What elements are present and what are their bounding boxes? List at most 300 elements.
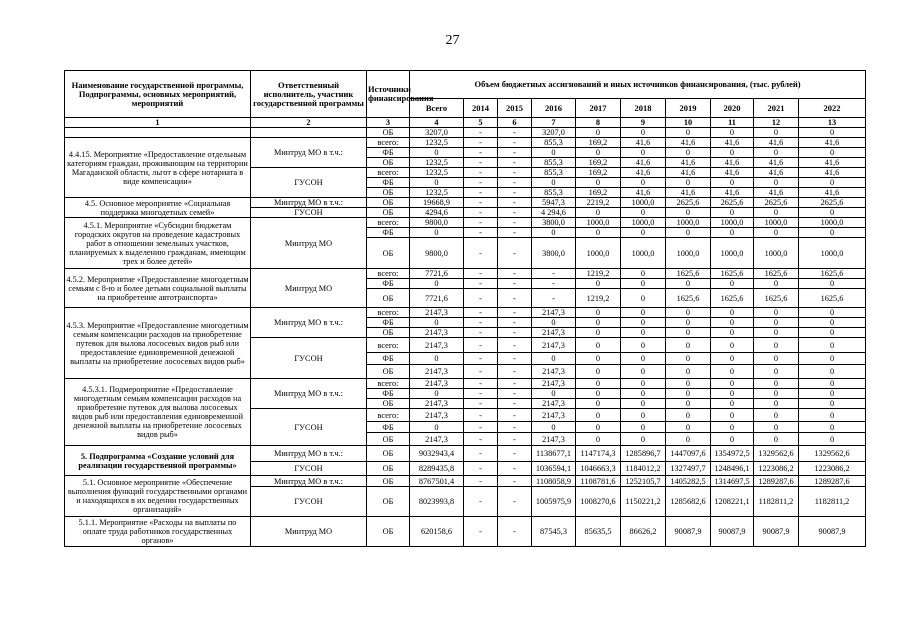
value-cell: - <box>464 379 498 389</box>
value-cell: 0 <box>799 178 866 188</box>
value-cell: 0 <box>754 318 799 328</box>
value-cell: 0 <box>666 208 711 218</box>
value-cell: - <box>464 198 498 208</box>
column-number: 10 <box>666 118 711 128</box>
row-responsible-cell: ГУСОН <box>251 338 367 379</box>
value-cell: 9032943,4 <box>410 446 464 462</box>
row-responsible-cell: Минтруд МО в т.ч.: <box>251 379 367 409</box>
header-year: 2014 <box>464 99 498 118</box>
value-cell: 1182811,2 <box>754 487 799 517</box>
value-cell: 9800,0 <box>410 218 464 228</box>
value-cell: 1208221,1 <box>711 487 754 517</box>
value-cell: 0 <box>711 409 754 422</box>
value-cell: 2147,3 <box>410 379 464 389</box>
value-cell: 0 <box>666 228 711 238</box>
value-cell: 0 <box>621 308 666 318</box>
value-cell: 0 <box>754 409 799 422</box>
value-cell: 2625,6 <box>754 198 799 208</box>
value-cell: - <box>498 318 532 328</box>
row-source-cell: ОБ <box>367 446 410 462</box>
value-cell: 0 <box>754 399 799 409</box>
value-cell: 0 <box>576 379 621 389</box>
value-cell: - <box>498 178 532 188</box>
value-cell: 8767501,4 <box>410 476 464 487</box>
row-name-cell: 5.1.1. Мероприятие «Расходы на выплаты по оплате труда работников государственных органов» <box>65 517 251 547</box>
value-cell: 41,6 <box>711 158 754 168</box>
value-cell: 1108058,9 <box>532 476 576 487</box>
value-cell: - <box>498 338 532 353</box>
value-cell: 0 <box>754 178 799 188</box>
value-cell: - <box>464 128 498 138</box>
value-cell: - <box>498 308 532 318</box>
value-cell: 0 <box>576 128 621 138</box>
value-cell: 41,6 <box>711 138 754 148</box>
value-cell: - <box>464 279 498 289</box>
row-responsible-cell: ГУСОН <box>251 208 367 218</box>
table-row <box>65 379 866 389</box>
value-cell: - <box>464 399 498 409</box>
value-cell: 19668,9 <box>410 198 464 208</box>
header-year: 2017 <box>576 99 621 118</box>
column-number: 13 <box>799 118 866 128</box>
value-cell: 1289287,6 <box>799 476 866 487</box>
value-cell: 1223086,2 <box>754 462 799 476</box>
value-cell: 0 <box>799 328 866 338</box>
value-cell: 41,6 <box>754 138 799 148</box>
value-cell: 2147,3 <box>410 399 464 409</box>
value-cell: 2147,3 <box>410 365 464 379</box>
value-cell: - <box>498 279 532 289</box>
row-responsible-cell: Минтруд МО в т.ч.: <box>251 476 367 487</box>
value-cell: 41,6 <box>799 188 866 198</box>
table-row <box>65 198 866 208</box>
value-cell: 2147,3 <box>532 433 576 446</box>
value-cell: 1248496,1 <box>711 462 754 476</box>
value-cell: 1000,0 <box>576 238 621 269</box>
value-cell: - <box>464 487 498 517</box>
value-cell: 1000,0 <box>711 238 754 269</box>
value-cell: 0 <box>532 318 576 328</box>
value-cell: 0 <box>754 379 799 389</box>
value-cell: 0 <box>532 148 576 158</box>
value-cell: 0 <box>621 328 666 338</box>
value-cell: 0 <box>621 318 666 328</box>
value-cell: 2625,6 <box>799 198 866 208</box>
row-name-cell: 5. Подпрограмма «Создание условий для реализации государственной программы» <box>65 446 251 476</box>
value-cell: - <box>464 308 498 318</box>
value-cell: - <box>464 218 498 228</box>
value-cell: 0 <box>711 318 754 328</box>
value-cell: 0 <box>799 208 866 218</box>
value-cell: 0 <box>576 279 621 289</box>
value-cell: 0 <box>754 128 799 138</box>
value-cell: 0 <box>666 148 711 158</box>
value-cell: 0 <box>576 208 621 218</box>
value-cell: 0 <box>711 328 754 338</box>
value-cell: 1625,6 <box>799 289 866 308</box>
header-name: Наименование государственной программы, Подпрограммы, основных мероприятий, мероприятий <box>65 71 251 118</box>
value-cell: - <box>498 446 532 462</box>
value-cell: 0 <box>754 353 799 365</box>
header-volume: Объем бюджетных ассигнований и иных источников финансирования, (тыс. рублей) <box>410 71 866 99</box>
value-cell: 0 <box>754 389 799 399</box>
value-cell: 0 <box>799 128 866 138</box>
row-responsible-cell: Минтруд МО в т.ч.: <box>251 446 367 462</box>
value-cell: 0 <box>799 338 866 353</box>
row-source-cell: ФБ <box>367 178 410 188</box>
value-cell: 41,6 <box>666 168 711 178</box>
value-cell: 1285896,7 <box>621 446 666 462</box>
value-cell: 855,3 <box>532 188 576 198</box>
header-year: 2020 <box>711 99 754 118</box>
value-cell: 41,6 <box>621 138 666 148</box>
value-cell: 2147,3 <box>532 399 576 409</box>
value-cell: 41,6 <box>799 138 866 148</box>
value-cell: 2147,3 <box>410 338 464 353</box>
value-cell: 0 <box>410 279 464 289</box>
row-source-cell: ОБ <box>367 158 410 168</box>
value-cell: 0 <box>532 178 576 188</box>
value-cell: 1000,0 <box>754 218 799 228</box>
value-cell: 41,6 <box>799 168 866 178</box>
value-cell: 2147,3 <box>532 328 576 338</box>
value-cell: 1405282,5 <box>666 476 711 487</box>
value-cell: - <box>498 389 532 399</box>
value-cell: 1252105,7 <box>621 476 666 487</box>
value-cell: - <box>464 289 498 308</box>
value-cell: - <box>464 338 498 353</box>
value-cell: - <box>498 208 532 218</box>
value-cell: 0 <box>711 433 754 446</box>
value-cell: 0 <box>711 208 754 218</box>
value-cell: 0 <box>754 365 799 379</box>
value-cell: 0 <box>532 353 576 365</box>
value-cell: 0 <box>799 308 866 318</box>
column-number: 2 <box>251 118 367 128</box>
value-cell: 855,3 <box>532 168 576 178</box>
value-cell: 1223086,2 <box>799 462 866 476</box>
row-source-cell: всего: <box>367 138 410 148</box>
value-cell: 87545,3 <box>532 517 576 547</box>
value-cell: 169,2 <box>576 158 621 168</box>
column-number: 5 <box>464 118 498 128</box>
value-cell: 0 <box>621 228 666 238</box>
value-cell: 0 <box>576 389 621 399</box>
value-cell: - <box>498 487 532 517</box>
value-cell: 620158,6 <box>410 517 464 547</box>
column-number: 6 <box>498 118 532 128</box>
header-year: 2019 <box>666 99 711 118</box>
value-cell: - <box>532 279 576 289</box>
value-cell: 0 <box>621 433 666 446</box>
value-cell: 0 <box>754 338 799 353</box>
value-cell: 0 <box>711 308 754 318</box>
row-source-cell: ОБ <box>367 328 410 338</box>
header-year: Всего <box>410 99 464 118</box>
value-cell: 1625,6 <box>711 289 754 308</box>
value-cell: 9800,0 <box>410 238 464 269</box>
value-cell: 41,6 <box>711 168 754 178</box>
value-cell: - <box>464 389 498 399</box>
value-cell: 0 <box>410 228 464 238</box>
value-cell: 1219,2 <box>576 289 621 308</box>
value-cell: 1232,5 <box>410 168 464 178</box>
value-cell: - <box>464 422 498 433</box>
column-number: 8 <box>576 118 621 128</box>
row-source-cell: ОБ <box>367 476 410 487</box>
value-cell: 41,6 <box>754 188 799 198</box>
value-cell: 3207,0 <box>410 128 464 138</box>
value-cell: - <box>464 138 498 148</box>
value-cell: - <box>498 138 532 148</box>
value-cell: - <box>498 328 532 338</box>
value-cell: - <box>464 148 498 158</box>
value-cell: - <box>464 409 498 422</box>
value-cell: 0 <box>410 318 464 328</box>
value-cell: 0 <box>576 338 621 353</box>
table-row <box>65 218 866 228</box>
value-cell: 0 <box>410 178 464 188</box>
row-source-cell: ФБ <box>367 389 410 399</box>
page-number: 27 <box>445 33 460 48</box>
value-cell: - <box>464 158 498 168</box>
value-cell: - <box>498 353 532 365</box>
row-source-cell: всего: <box>367 379 410 389</box>
column-number: 12 <box>754 118 799 128</box>
value-cell: 0 <box>621 422 666 433</box>
value-cell: 0 <box>576 178 621 188</box>
value-cell: - <box>464 365 498 379</box>
value-cell: 0 <box>711 353 754 365</box>
value-cell: 0 <box>532 422 576 433</box>
value-cell: 0 <box>799 379 866 389</box>
value-cell: - <box>498 198 532 208</box>
value-cell: 2147,3 <box>410 409 464 422</box>
table-row <box>65 446 866 462</box>
value-cell: 0 <box>410 353 464 365</box>
value-cell: - <box>498 289 532 308</box>
row-source-cell: ОБ <box>367 128 410 138</box>
value-cell: - <box>498 409 532 422</box>
row-responsible-cell: Минтруд МО <box>251 269 367 308</box>
row-source-cell: ФБ <box>367 148 410 158</box>
value-cell: 7721,6 <box>410 289 464 308</box>
value-cell: 1000,0 <box>711 218 754 228</box>
value-cell: 2147,3 <box>532 379 576 389</box>
row-source-cell: ОБ <box>367 487 410 517</box>
value-cell: 1327497,7 <box>666 462 711 476</box>
value-cell: 0 <box>799 318 866 328</box>
value-cell: 5947,3 <box>532 198 576 208</box>
value-cell: 169,2 <box>576 168 621 178</box>
value-cell: 2147,3 <box>410 328 464 338</box>
value-cell: - <box>464 462 498 476</box>
row-responsible-cell: Минтруд МО <box>251 218 367 269</box>
row-source-cell: ОБ <box>367 208 410 218</box>
value-cell: 1625,6 <box>799 269 866 279</box>
value-cell: 1354972,5 <box>711 446 754 462</box>
value-cell: 1329562,6 <box>799 446 866 462</box>
value-cell: 1000,0 <box>621 198 666 208</box>
value-cell: 0 <box>799 228 866 238</box>
value-cell: 41,6 <box>754 158 799 168</box>
value-cell: 0 <box>621 289 666 308</box>
value-cell: 0 <box>576 228 621 238</box>
value-cell: 0 <box>576 433 621 446</box>
value-cell: 2147,3 <box>410 433 464 446</box>
value-cell: 0 <box>666 433 711 446</box>
value-cell: 4 294,6 <box>532 208 576 218</box>
value-cell: 1147174,3 <box>576 446 621 462</box>
table-row <box>65 308 866 318</box>
header-year: 2016 <box>532 99 576 118</box>
value-cell: - <box>498 218 532 228</box>
value-cell: 1138677,1 <box>532 446 576 462</box>
value-cell: 1625,6 <box>754 269 799 279</box>
value-cell: 1447097,6 <box>666 446 711 462</box>
row-source-cell: ОБ <box>367 399 410 409</box>
value-cell: - <box>498 158 532 168</box>
row-source-cell: ОБ <box>367 198 410 208</box>
row-source-cell: ОБ <box>367 188 410 198</box>
value-cell: - <box>464 353 498 365</box>
header-year: 2015 <box>498 99 532 118</box>
value-cell: 0 <box>576 148 621 158</box>
row-source-cell: ОБ <box>367 289 410 308</box>
value-cell: 0 <box>711 399 754 409</box>
value-cell: 0 <box>621 353 666 365</box>
row-source-cell: всего: <box>367 338 410 353</box>
value-cell: - <box>464 178 498 188</box>
value-cell: 0 <box>666 379 711 389</box>
value-cell: 0 <box>754 308 799 318</box>
row-source-cell: всего: <box>367 168 410 178</box>
row-name-cell: 4.5. Основное мероприятие «Социальная поддержка многодетных семей» <box>65 198 251 218</box>
column-number: 9 <box>621 118 666 128</box>
value-cell: 3800,0 <box>532 218 576 228</box>
header-year: 2021 <box>754 99 799 118</box>
value-cell: 0 <box>754 148 799 158</box>
row-source-cell: ОБ <box>367 238 410 269</box>
value-cell: - <box>498 462 532 476</box>
row-source-cell: всего: <box>367 308 410 318</box>
value-cell: 2147,3 <box>410 308 464 318</box>
row-responsible-cell: Минтруд МО в т.ч.: <box>251 308 367 338</box>
value-cell: - <box>532 289 576 308</box>
value-cell: 0 <box>576 353 621 365</box>
row-responsible-cell: Минтруд МО в т.ч.: <box>251 198 367 208</box>
value-cell: 1150221,2 <box>621 487 666 517</box>
value-cell: 41,6 <box>799 158 866 168</box>
value-cell: 2147,3 <box>532 308 576 318</box>
row-source-cell: ОБ <box>367 433 410 446</box>
value-cell: 0 <box>711 178 754 188</box>
value-cell: 0 <box>621 269 666 279</box>
value-cell: 0 <box>621 409 666 422</box>
value-cell: 0 <box>754 422 799 433</box>
value-cell: - <box>498 128 532 138</box>
value-cell: 169,2 <box>576 138 621 148</box>
value-cell: 90087,9 <box>754 517 799 547</box>
value-cell: - <box>464 208 498 218</box>
row-source-cell: ФБ <box>367 318 410 328</box>
value-cell: 3800,0 <box>532 238 576 269</box>
value-cell: - <box>464 168 498 178</box>
table-row <box>65 138 866 148</box>
value-cell: 1036594,1 <box>532 462 576 476</box>
row-name-cell: 4.5.2. Мероприятие «Предоставление многодетным семьям с 8-ю и более детьми социальной выплаты на приобретение автотранспорта» <box>65 269 251 308</box>
value-cell: - <box>464 318 498 328</box>
value-cell: 0 <box>666 389 711 399</box>
value-cell: 1000,0 <box>666 238 711 269</box>
value-cell: 1329562,6 <box>754 446 799 462</box>
value-cell: 0 <box>711 338 754 353</box>
value-cell: 1232,5 <box>410 188 464 198</box>
header-responsible: Ответственный исполнитель, участник государственной программы <box>251 71 367 118</box>
value-cell: 1184012,2 <box>621 462 666 476</box>
value-cell: 0 <box>799 279 866 289</box>
value-cell: 2625,6 <box>666 198 711 208</box>
row-name-cell: 4.4.15. Мероприятие «Предоставление отдельным категориям граждан, проживающим на территории Магаданской области, льгот в сфере нотариата в виде компенсации» <box>65 138 251 198</box>
value-cell: 1625,6 <box>754 289 799 308</box>
value-cell: 855,3 <box>532 158 576 168</box>
value-cell: 2147,3 <box>532 365 576 379</box>
value-cell: 0 <box>711 148 754 158</box>
value-cell: - <box>498 399 532 409</box>
value-cell: 1289287,6 <box>754 476 799 487</box>
column-number: 1 <box>65 118 251 128</box>
value-cell: - <box>498 269 532 279</box>
value-cell: 1000,0 <box>621 238 666 269</box>
value-cell: 3207,0 <box>532 128 576 138</box>
value-cell: 0 <box>711 279 754 289</box>
value-cell: 41,6 <box>666 138 711 148</box>
value-cell: 0 <box>666 318 711 328</box>
table-row <box>65 269 866 279</box>
value-cell: 0 <box>621 279 666 289</box>
value-cell: - <box>498 433 532 446</box>
value-cell: 0 <box>621 128 666 138</box>
header-year: 2018 <box>621 99 666 118</box>
value-cell: 0 <box>799 148 866 158</box>
value-cell: 85635,5 <box>576 517 621 547</box>
value-cell: 0 <box>410 389 464 399</box>
value-cell: 1232,5 <box>410 158 464 168</box>
value-cell: 41,6 <box>621 168 666 178</box>
value-cell: 0 <box>754 228 799 238</box>
value-cell: 0 <box>576 318 621 328</box>
value-cell: 7721,6 <box>410 269 464 279</box>
value-cell: 1108781,6 <box>576 476 621 487</box>
value-cell: 90087,9 <box>799 517 866 547</box>
value-cell: - <box>498 168 532 178</box>
value-cell: 0 <box>754 328 799 338</box>
table-row <box>65 128 866 138</box>
value-cell: 0 <box>666 353 711 365</box>
value-cell: 0 <box>410 148 464 158</box>
value-cell: 0 <box>799 433 866 446</box>
value-cell: 0 <box>666 328 711 338</box>
row-source-cell: ОБ <box>367 517 410 547</box>
value-cell: - <box>498 365 532 379</box>
value-cell: 0 <box>621 399 666 409</box>
value-cell: - <box>464 238 498 269</box>
value-cell: 41,6 <box>621 158 666 168</box>
budget-table <box>64 70 866 547</box>
value-cell: - <box>498 422 532 433</box>
row-responsible-cell: ГУСОН <box>251 168 367 198</box>
value-cell: 0 <box>621 148 666 158</box>
